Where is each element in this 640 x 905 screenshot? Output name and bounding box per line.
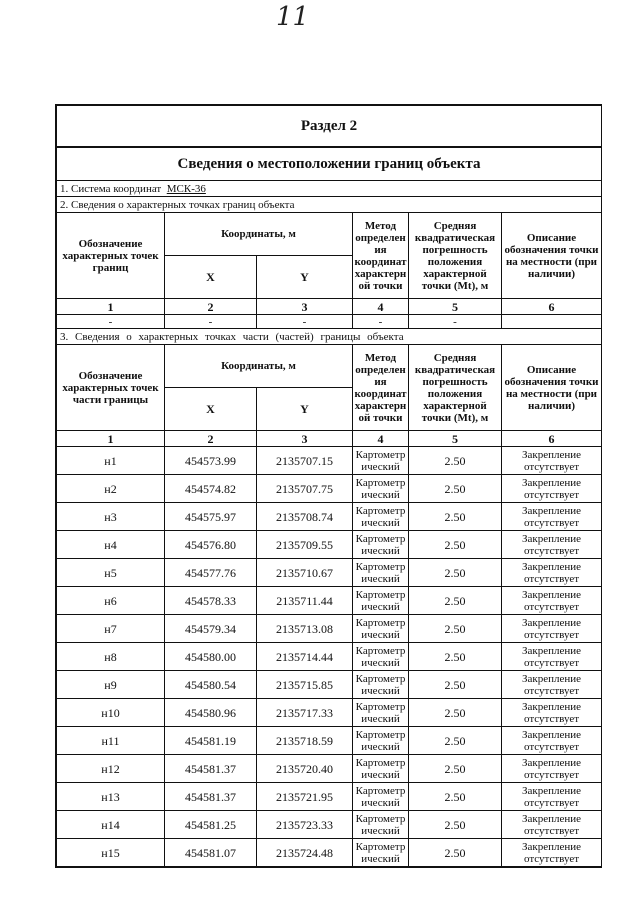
page-number: 11: [276, 2, 310, 32]
method-line-1: Картометр: [355, 784, 406, 797]
coord-system-label: 1. Система координат: [60, 182, 162, 195]
description-line-1: Закрепление: [521, 644, 582, 657]
method-line-2: ический: [361, 768, 400, 781]
method-line-2: ический: [361, 796, 400, 809]
header-method-line: координат: [354, 387, 407, 400]
coord-x: 454581.07: [165, 839, 257, 867]
col-index: 4: [353, 299, 409, 315]
col-index: 1: [57, 299, 165, 315]
header-method-line: координат: [354, 255, 407, 268]
description-line-1: Закрепление: [521, 476, 582, 489]
point-name: н12: [57, 755, 165, 783]
coord-x: 454579.34: [165, 615, 257, 643]
coord-x: 454581.37: [165, 783, 257, 811]
method-line-1: Картометр: [355, 448, 406, 461]
method-cell: [353, 643, 409, 671]
boundary-table: [56, 105, 602, 867]
description-line-2: отсутствует: [523, 488, 580, 501]
header-method-line: определен: [355, 363, 406, 376]
table-row: [57, 839, 602, 867]
coord-y: 2135713.08: [257, 615, 353, 643]
error-value: 2.50: [409, 699, 502, 727]
description-line-2: отсутствует: [523, 516, 580, 529]
table-row: [57, 531, 602, 559]
header-description: Описание обозначения точки на местности (при наличии): [502, 213, 602, 299]
coord-x: 454581.25: [165, 811, 257, 839]
method-cell: [353, 783, 409, 811]
method-line-1: Картометр: [355, 700, 406, 713]
method-line-1: Картометр: [355, 672, 406, 685]
method-line-1: Картометр: [355, 840, 406, 853]
method-line-1: Картометр: [355, 504, 406, 517]
coord-x: 454576.80: [165, 531, 257, 559]
description-line-2: отсутствует: [523, 572, 580, 585]
method-cell: [353, 615, 409, 643]
coord-y: 2135714.44: [257, 643, 353, 671]
method-line-2: ический: [361, 656, 400, 669]
description-cell: [502, 587, 602, 615]
description-cell: [502, 783, 602, 811]
description-cell: [502, 671, 602, 699]
point-name: н14: [57, 811, 165, 839]
method-line-2: ический: [361, 740, 400, 753]
header-y-part: Y: [257, 388, 353, 431]
description-line-2: отсутствует: [523, 460, 580, 473]
header-method-line: ия: [374, 375, 387, 388]
description-line-2: отсутствует: [523, 656, 580, 669]
description-cell: [502, 503, 602, 531]
header-error-part: Средняя квадратическая погрешность положения характерной точки (Mt), м: [409, 345, 502, 431]
table-row: [57, 447, 602, 475]
empty-cell: -: [353, 315, 409, 329]
description-line-1: Закрепление: [521, 812, 582, 825]
description-line-2: отсутствует: [523, 740, 580, 753]
description-cell: [502, 447, 602, 475]
method-line-1: Картометр: [355, 728, 406, 741]
method-cell: [353, 587, 409, 615]
coord-y: 2135715.85: [257, 671, 353, 699]
table-row: [57, 783, 602, 811]
method-cell: [353, 727, 409, 755]
coord-system-value: МСК-36: [166, 182, 206, 195]
method-line-2: ический: [361, 852, 400, 865]
method-line-2: ический: [361, 628, 400, 641]
method-cell: [353, 447, 409, 475]
point-name: н11: [57, 727, 165, 755]
method-line-2: ический: [361, 824, 400, 837]
description-line-1: Закрепление: [521, 756, 582, 769]
section-title: Раздел 2: [57, 106, 602, 148]
method-cell: [353, 559, 409, 587]
coord-y: 2135723.33: [257, 811, 353, 839]
header-method: [353, 213, 409, 299]
method-cell: [353, 839, 409, 867]
point-name: н5: [57, 559, 165, 587]
point-name: н3: [57, 503, 165, 531]
error-value: 2.50: [409, 615, 502, 643]
header-coords: Координаты, м: [165, 213, 353, 256]
table-row: [57, 643, 602, 671]
method-line-1: Картометр: [355, 812, 406, 825]
point-name: н4: [57, 531, 165, 559]
error-value: 2.50: [409, 811, 502, 839]
coord-y: 2135709.55: [257, 531, 353, 559]
coord-x: 454580.00: [165, 643, 257, 671]
header-error: Средняя квадратическая погрешность положения характерной точки (Mt), м: [409, 213, 502, 299]
description-line-1: Закрепление: [521, 588, 582, 601]
coord-x: 454577.76: [165, 559, 257, 587]
description-line-2: отсутствует: [523, 852, 580, 865]
description-cell: [502, 839, 602, 867]
coord-x: 454581.37: [165, 755, 257, 783]
description-cell: [502, 615, 602, 643]
empty-cell: -: [57, 315, 165, 329]
header-point-name-part: Обозначение характерных точек части границы: [57, 345, 165, 431]
error-value: 2.50: [409, 503, 502, 531]
description-cell: [502, 643, 602, 671]
description-cell: [502, 727, 602, 755]
col-index: 4: [353, 431, 409, 447]
error-value: 2.50: [409, 783, 502, 811]
col-index: 6: [502, 299, 602, 315]
coord-system-row: [57, 181, 602, 197]
error-value: 2.50: [409, 475, 502, 503]
coord-y: 2135721.95: [257, 783, 353, 811]
coord-y: 2135724.48: [257, 839, 353, 867]
method-line-2: ический: [361, 572, 400, 585]
error-value: 2.50: [409, 671, 502, 699]
header-point-name: Обозначение характерных точек границ: [57, 213, 165, 299]
col-index: 5: [409, 299, 502, 315]
table-row: [57, 671, 602, 699]
header-method-line: ия: [374, 243, 387, 256]
header-method-line: Метод: [364, 219, 397, 232]
description-line-1: Закрепление: [521, 700, 582, 713]
table-row: [57, 559, 602, 587]
header-method-line: характерн: [354, 267, 407, 280]
coord-y: 2135718.59: [257, 727, 353, 755]
coord-y: 2135707.15: [257, 447, 353, 475]
col-index: 5: [409, 431, 502, 447]
table-row: [57, 755, 602, 783]
error-value: 2.50: [409, 643, 502, 671]
coord-x: 454575.97: [165, 503, 257, 531]
method-line-2: ический: [361, 488, 400, 501]
header-x-part: X: [165, 388, 257, 431]
header-method-line: определен: [355, 231, 406, 244]
coord-x: 454574.82: [165, 475, 257, 503]
header-description-part: Описание обозначения точки на местности (при наличии): [502, 345, 602, 431]
coord-x: 454573.99: [165, 447, 257, 475]
table-row: [57, 727, 602, 755]
point-name: н8: [57, 643, 165, 671]
col-index: 3: [257, 299, 353, 315]
error-value: 2.50: [409, 447, 502, 475]
method-cell: [353, 503, 409, 531]
coord-x: 454578.33: [165, 587, 257, 615]
method-cell: [353, 671, 409, 699]
method-line-2: ический: [361, 516, 400, 529]
method-line-1: Картометр: [355, 532, 406, 545]
header-method-line: характерн: [354, 399, 407, 412]
description-line-1: Закрепление: [521, 560, 582, 573]
description-line-2: отсутствует: [523, 544, 580, 557]
empty-cell: -: [165, 315, 257, 329]
col-index: 2: [165, 431, 257, 447]
col-index: 6: [502, 431, 602, 447]
coord-x: 454581.19: [165, 727, 257, 755]
header-y: Y: [257, 256, 353, 299]
coord-y: 2135717.33: [257, 699, 353, 727]
description-line-2: отсутствует: [523, 684, 580, 697]
method-cell: [353, 475, 409, 503]
empty-row: [57, 315, 602, 329]
table-row: [57, 699, 602, 727]
coord-y: 2135711.44: [257, 587, 353, 615]
col-index: 1: [57, 431, 165, 447]
method-cell: [353, 755, 409, 783]
table-row: [57, 587, 602, 615]
empty-cell: -: [409, 315, 502, 329]
description-line-2: отсутствует: [523, 600, 580, 613]
error-value: 2.50: [409, 587, 502, 615]
col-index: 3: [257, 431, 353, 447]
column-index-row-part: [57, 431, 602, 447]
method-cell: [353, 699, 409, 727]
boundary-document: [55, 104, 602, 868]
description-cell: [502, 559, 602, 587]
coord-y: 2135708.74: [257, 503, 353, 531]
empty-cell: [502, 315, 602, 329]
table-row: [57, 475, 602, 503]
header-method-line: Метод: [364, 351, 397, 364]
method-line-2: ический: [361, 544, 400, 557]
description-cell: [502, 755, 602, 783]
method-line-1: Картометр: [355, 616, 406, 629]
method-line-1: Картометр: [355, 560, 406, 573]
description-line-1: Закрепление: [521, 504, 582, 517]
description-line-1: Закрепление: [521, 448, 582, 461]
description-line-2: отсутствует: [523, 768, 580, 781]
description-line-1: Закрепление: [521, 672, 582, 685]
method-line-1: Картометр: [355, 476, 406, 489]
description-line-1: Закрепление: [521, 840, 582, 853]
header-method-part: [353, 345, 409, 431]
point-name: н9: [57, 671, 165, 699]
description-line-2: отсутствует: [523, 712, 580, 725]
coord-y: 2135720.40: [257, 755, 353, 783]
error-value: 2.50: [409, 531, 502, 559]
coord-x: 454580.54: [165, 671, 257, 699]
description-cell: [502, 811, 602, 839]
error-value: 2.50: [409, 559, 502, 587]
point-name: н10: [57, 699, 165, 727]
table-row: [57, 615, 602, 643]
description-cell: [502, 475, 602, 503]
description-line-1: Закрепление: [521, 784, 582, 797]
header-method-line: ой точки: [358, 411, 403, 424]
description-line-2: отсутствует: [523, 824, 580, 837]
point-name: н2: [57, 475, 165, 503]
method-line-2: ический: [361, 460, 400, 473]
point-name: н13: [57, 783, 165, 811]
point-name: н15: [57, 839, 165, 867]
description-cell: [502, 531, 602, 559]
description-cell: [502, 699, 602, 727]
error-value: 2.50: [409, 755, 502, 783]
error-value: 2.50: [409, 839, 502, 867]
section-subtitle: Сведения о местоположении границ объекта: [57, 147, 602, 181]
coord-y: 2135707.75: [257, 475, 353, 503]
method-line-1: Картометр: [355, 644, 406, 657]
method-line-2: ический: [361, 684, 400, 697]
part3-title: 3. Сведения о характерных точках части (частей) границы объекта: [57, 329, 602, 345]
point-name: н6: [57, 587, 165, 615]
column-index-row: [57, 299, 602, 315]
header-coords-part: Координаты, м: [165, 345, 353, 388]
method-line-1: Картометр: [355, 588, 406, 601]
coord-y: 2135710.67: [257, 559, 353, 587]
header-method-line: ой точки: [358, 279, 403, 292]
description-line-1: Закрепление: [521, 728, 582, 741]
point-name: н7: [57, 615, 165, 643]
empty-cell: -: [257, 315, 353, 329]
header-x: X: [165, 256, 257, 299]
method-line-1: Картометр: [355, 756, 406, 769]
coord-x: 454580.96: [165, 699, 257, 727]
method-cell: [353, 811, 409, 839]
description-line-1: Закрепление: [521, 616, 582, 629]
table-row: [57, 503, 602, 531]
table-row: [57, 811, 602, 839]
point-name: н1: [57, 447, 165, 475]
method-line-2: ический: [361, 712, 400, 725]
method-line-2: ический: [361, 600, 400, 613]
error-value: 2.50: [409, 727, 502, 755]
method-cell: [353, 531, 409, 559]
col-index: 2: [165, 299, 257, 315]
description-line-2: отсутствует: [523, 796, 580, 809]
part2-title: 2. Сведения о характерных точках границ объекта: [57, 197, 602, 213]
description-line-1: Закрепление: [521, 532, 582, 545]
description-line-2: отсутствует: [523, 628, 580, 641]
